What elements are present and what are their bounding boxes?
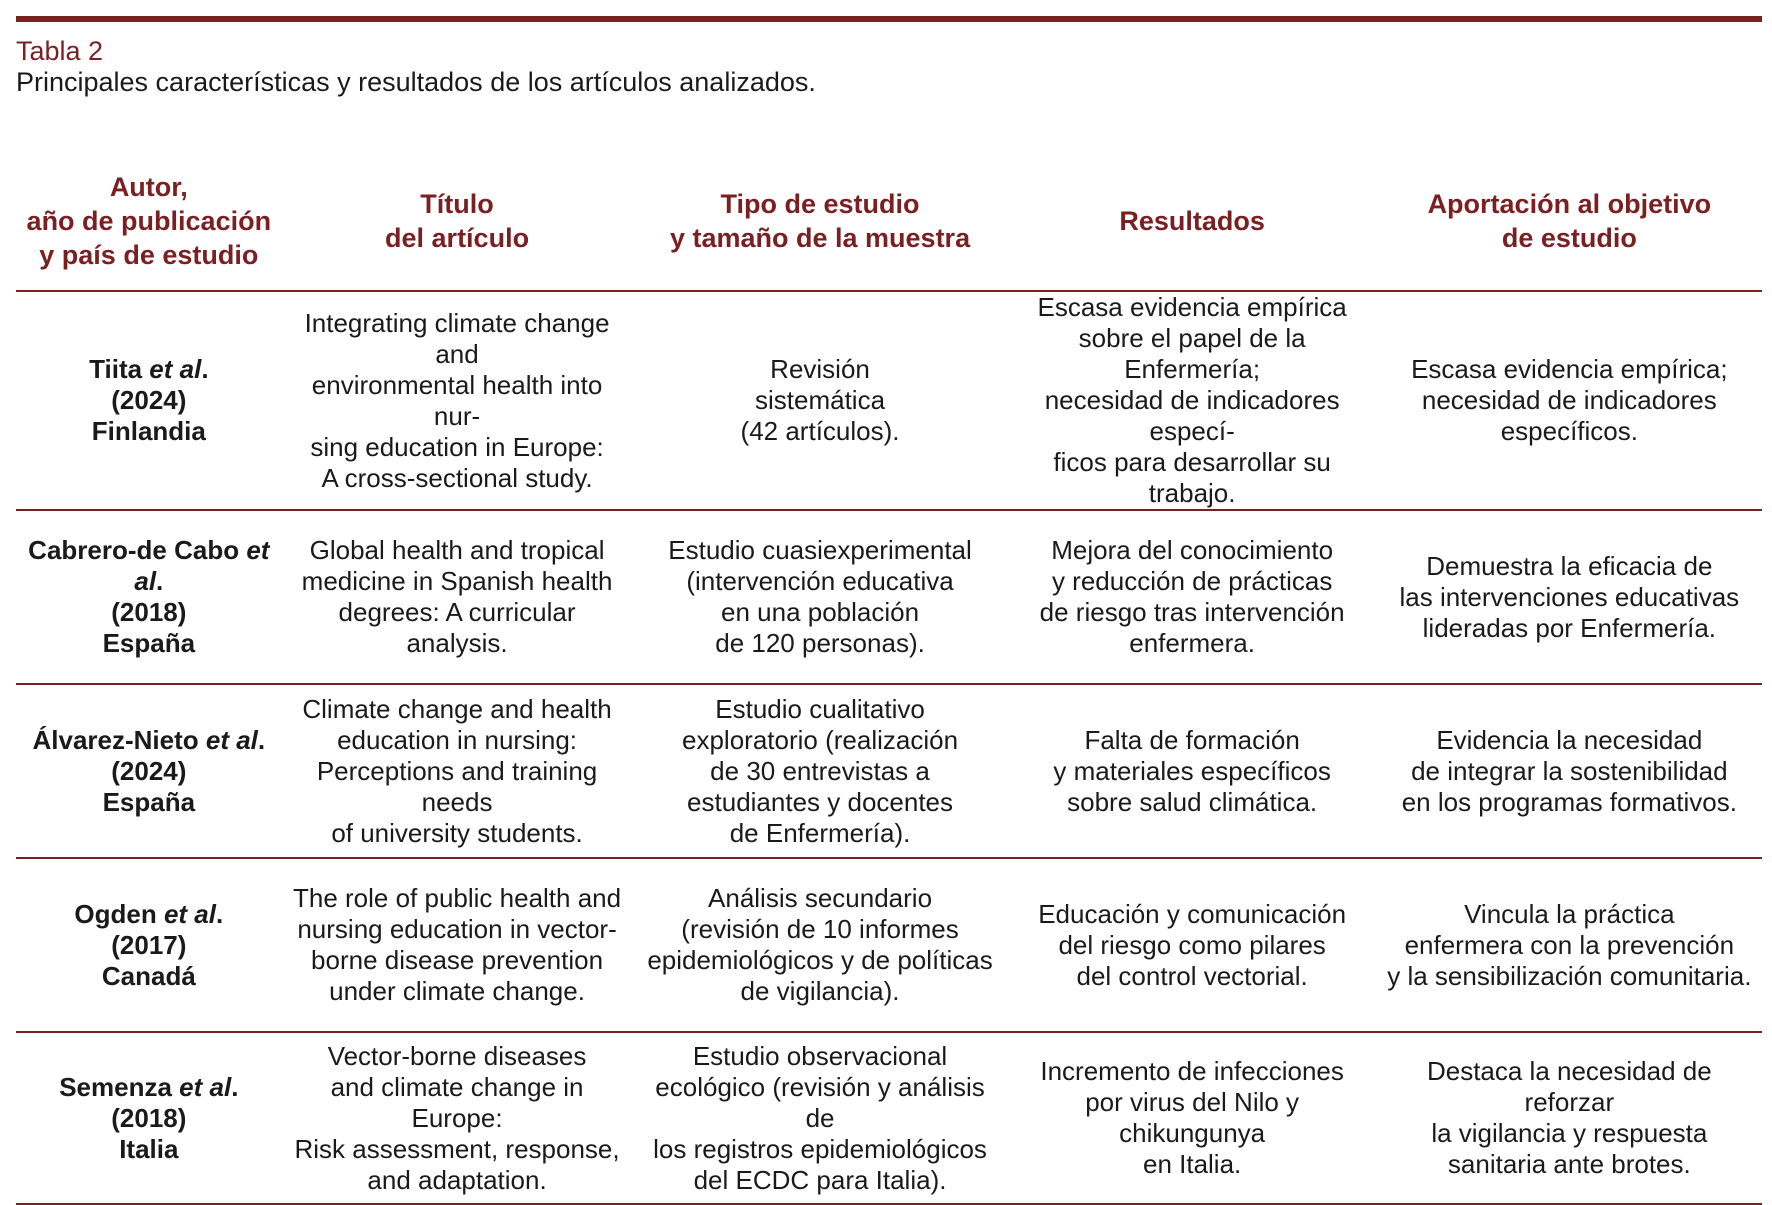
cell-line: de 120 personas). — [715, 628, 925, 658]
cell-line: del control vectorial. — [1076, 960, 1308, 991]
top-rule — [16, 16, 1762, 22]
author-year: (2018) — [111, 1102, 187, 1133]
cell-line: under climate change. — [329, 976, 585, 1006]
author-country: España — [102, 628, 196, 658]
cell-line: enfermera. — [1129, 628, 1255, 658]
author-cell — [16, 291, 282, 510]
cell-line: borne disease prevention — [311, 945, 604, 975]
cell-line: nursing education in vector- — [297, 914, 617, 944]
study-type-cell — [632, 684, 1007, 858]
author-name: Ogden — [74, 898, 157, 929]
author-cell — [16, 510, 282, 684]
cell-line: education in nursing: — [337, 724, 578, 755]
cell-line: del ECDC para Italia). — [693, 1164, 947, 1195]
table-caption-label: Tabla 2 — [16, 36, 104, 66]
cell-line: (intervención educativa — [686, 566, 954, 596]
contribution-cell — [1377, 858, 1762, 1032]
contribution-cell — [1377, 1032, 1762, 1204]
cell-line: los registros epidemiológicos — [653, 1133, 987, 1164]
cell-line: lideradas por Enfermería. — [1422, 612, 1717, 643]
cell-line: de integrar la sostenibilidad — [1411, 755, 1728, 786]
results-cell — [1008, 858, 1377, 1032]
cell-line: medicine in Spanish health — [301, 566, 613, 596]
header-contribution: Aportación al objetivo de estudio — [1377, 168, 1762, 291]
cell-line: del riesgo como pilares — [1058, 929, 1326, 960]
author-name: Cabrero-de Cabo — [28, 535, 240, 565]
cell-line: sobre salud climática. — [1067, 786, 1318, 817]
cell-line: sanitaria ante brotes. — [1447, 1149, 1691, 1179]
cell-line: en Italia. — [1142, 1149, 1242, 1179]
cell-line: A cross-sectional study. — [321, 462, 593, 493]
document-page — [16, 16, 1762, 1205]
cell-line: Perceptions and training needs — [316, 755, 598, 817]
author-dot: . — [257, 724, 266, 755]
author-dot: . — [216, 898, 224, 929]
cell-line: of university students. — [331, 817, 583, 848]
author-etal: et al — [149, 354, 202, 384]
cell-line: Integrating climate change and — [304, 307, 610, 369]
author-etal: et al — [205, 724, 258, 755]
cell-line: (revisión de 10 informes — [681, 914, 959, 944]
author-year: (2024) — [111, 755, 187, 786]
table-body — [16, 291, 1762, 1204]
cell-line: Educación y comunicación — [1038, 898, 1347, 929]
cell-line: The role of public health and — [292, 883, 622, 913]
results-table — [16, 168, 1762, 1205]
author-country: Italia — [119, 1133, 179, 1164]
table-row — [16, 684, 1762, 858]
author-name: Álvarez-Nieto — [32, 724, 199, 755]
cell-line: enfermera con la prevención — [1404, 929, 1735, 960]
cell-line: Climate change and health — [302, 693, 612, 724]
title-cell — [282, 858, 633, 1032]
table-row — [16, 291, 1762, 510]
cell-line: and climate change in Europe: — [330, 1071, 584, 1133]
cell-line: necesidad de indicadores — [1421, 385, 1717, 415]
title-cell — [282, 684, 633, 858]
cell-line: Evidencia la necesidad — [1436, 724, 1703, 755]
cell-line: Vector-borne diseases — [327, 1040, 587, 1071]
cell-line: y la sensibilización comunitaria. — [1387, 960, 1752, 991]
table-header-row — [16, 168, 1762, 291]
author-year: (2018) — [111, 597, 187, 627]
cell-line: Demuestra la eficacia de — [1426, 550, 1713, 581]
cell-line: estudiantes y docentes — [687, 786, 954, 817]
cell-line: necesidad de indicadores especí- — [1044, 385, 1340, 446]
author-dot: . — [156, 566, 164, 596]
cell-line: exploratorio (realización — [682, 724, 959, 755]
cell-line: en los programas formativos. — [1401, 786, 1737, 817]
author-year: (2017) — [111, 929, 187, 960]
header-title: Título del artículo — [282, 168, 633, 291]
cell-line: Análisis secundario — [708, 883, 933, 913]
study-type-cell — [632, 291, 1007, 510]
cell-line: Estudio observacional — [692, 1040, 948, 1071]
cell-line: Revisión — [770, 354, 870, 384]
cell-line: de Enfermería). — [729, 817, 911, 848]
results-cell — [1008, 291, 1377, 510]
author-etal: et al — [134, 535, 270, 596]
results-cell — [1008, 510, 1377, 684]
title-cell — [282, 291, 633, 510]
contribution-cell — [1377, 510, 1762, 684]
author-year: (2024) — [111, 385, 187, 415]
cell-line: sobre el papel de la Enfermería; — [1078, 323, 1306, 384]
study-type-cell — [632, 510, 1007, 684]
cell-line: en una población — [721, 597, 920, 627]
cell-line: environmental health into nur- — [311, 369, 603, 431]
cell-line: (42 artículos). — [740, 416, 900, 446]
author-cell — [16, 858, 282, 1032]
cell-line: ficos para desarrollar su trabajo. — [1053, 447, 1331, 508]
cell-line: Vincula la práctica — [1464, 898, 1675, 929]
cell-line: la vigilancia y respuesta — [1431, 1118, 1708, 1148]
author-country: España — [102, 786, 196, 817]
author-name: Semenza — [59, 1071, 172, 1102]
study-type-cell — [632, 858, 1007, 1032]
cell-line: Mejora del conocimiento — [1051, 535, 1334, 565]
cell-line: Incremento de infecciones — [1040, 1056, 1344, 1086]
cell-line: ecológico (revisión y análisis de — [655, 1071, 985, 1133]
cell-line: Estudio cualitativo — [715, 693, 925, 724]
author-country: Canadá — [101, 960, 196, 991]
cell-line: Estudio cuasiexperimental — [668, 535, 972, 565]
author-etal: et al — [179, 1071, 232, 1102]
contribution-cell — [1377, 684, 1762, 858]
cell-line: sistemática — [755, 385, 886, 415]
cell-line: y materiales específicos — [1053, 755, 1331, 786]
results-cell — [1008, 684, 1377, 858]
cell-line: Risk assessment, response, — [294, 1133, 620, 1164]
title-cell — [282, 510, 633, 684]
header-results: Resultados — [1008, 168, 1377, 291]
table-row — [16, 510, 1762, 684]
cell-line: las intervenciones educativas — [1399, 581, 1740, 612]
cell-line: degrees: A curricular analysis. — [338, 597, 576, 658]
results-cell — [1008, 1032, 1377, 1204]
cell-line: Escasa evidencia empírica — [1037, 292, 1347, 322]
table-row — [16, 1032, 1762, 1204]
contribution-cell — [1377, 291, 1762, 510]
author-country: Finlandia — [91, 416, 206, 446]
author-dot: . — [231, 1071, 239, 1102]
cell-line: epidemiológicos y de políticas — [647, 945, 993, 975]
cell-line: de riesgo tras intervención — [1039, 597, 1345, 627]
author-name: Tiita — [89, 354, 143, 384]
table-caption-text: Principales características y resultados de los artículos analizados. — [16, 67, 816, 97]
header-author: Autor, año de publicación y país de estudio — [16, 168, 282, 291]
cell-line: de vigilancia). — [740, 976, 900, 1006]
author-etal: et al — [163, 898, 216, 929]
cell-line: sing education in Europe: — [310, 431, 604, 462]
cell-line: por virus del Nilo y chikungunya — [1085, 1087, 1300, 1148]
author-cell — [16, 1032, 282, 1204]
title-cell — [282, 1032, 633, 1204]
cell-line: Escasa evidencia empírica; — [1411, 354, 1728, 384]
cell-line: Destaca la necesidad de reforzar — [1426, 1056, 1712, 1117]
cell-line: Falta de formación — [1084, 724, 1300, 755]
table-row — [16, 858, 1762, 1032]
author-cell — [16, 684, 282, 858]
study-type-cell — [632, 1032, 1007, 1204]
cell-line: de 30 entrevistas a — [710, 755, 930, 786]
cell-line: específicos. — [1500, 416, 1638, 446]
cell-line: Global health and tropical — [309, 535, 605, 565]
header-study-type: Tipo de estudio y tamaño de la muestra — [632, 168, 1007, 291]
author-dot: . — [201, 354, 209, 384]
cell-line: and adaptation. — [367, 1164, 547, 1195]
cell-line: y reducción de prácticas — [1051, 566, 1333, 596]
